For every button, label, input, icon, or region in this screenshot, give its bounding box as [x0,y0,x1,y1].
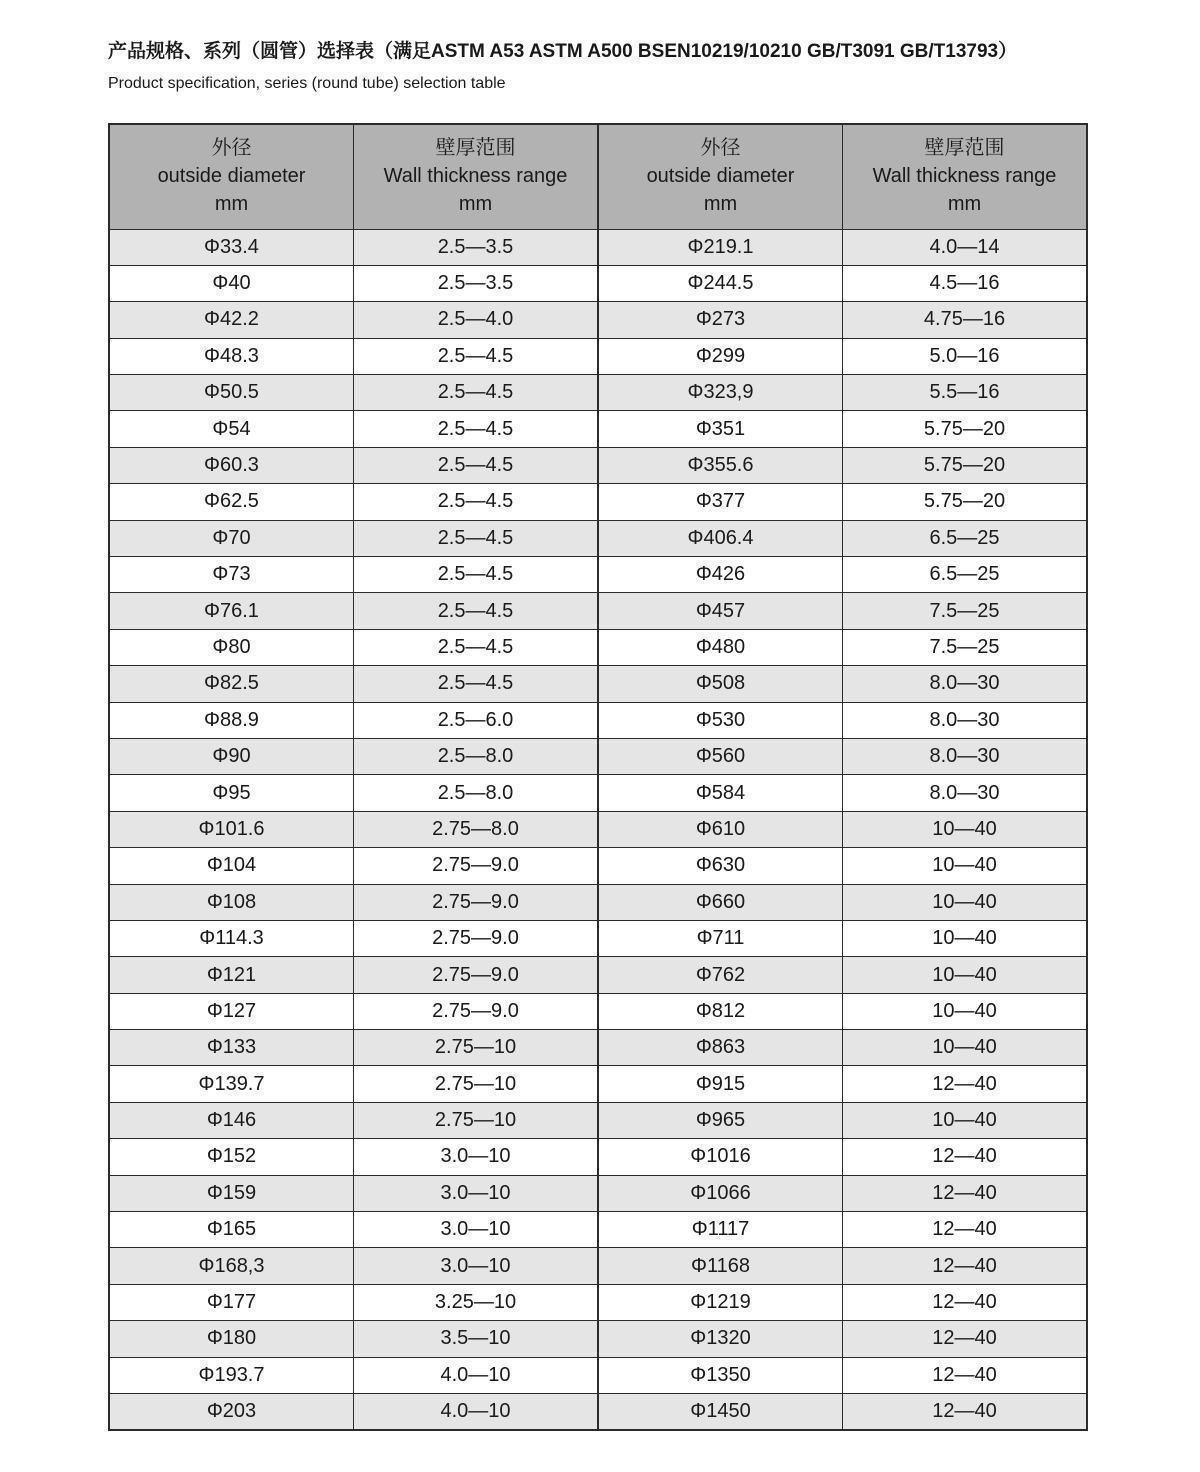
wall-thickness-cell: 4.5—16 [843,265,1088,301]
wall-thickness-cell: 12—40 [843,1139,1088,1175]
wall-thickness-cell: 2.5—4.5 [354,520,599,556]
table-row [109,629,1087,665]
wall-thickness-cell: 10—40 [843,884,1088,920]
table-row [109,484,1087,520]
spec-table [108,123,1088,1431]
table-row [109,411,1087,447]
outside-diameter-cell: Φ168,3 [109,1248,354,1284]
outside-diameter-cell: Φ762 [598,957,843,993]
header-label-unit: mm [703,192,738,215]
outside-diameter-cell: Φ1350 [598,1357,843,1393]
outside-diameter-cell: Φ42.2 [109,302,354,338]
outside-diameter-cell: Φ299 [598,338,843,374]
outside-diameter-cell: Φ62.5 [109,484,354,520]
table-row [109,811,1087,847]
wall-thickness-cell: 2.75—9.0 [354,884,599,920]
table-row [109,884,1087,920]
wall-thickness-cell: 2.5—3.5 [354,265,599,301]
outside-diameter-cell: Φ165 [109,1212,354,1248]
wall-thickness-cell: 2.5—8.0 [354,738,599,774]
table-row [109,229,1087,265]
wall-thickness-cell: 3.5—10 [354,1321,599,1357]
wall-thickness-cell: 12—40 [843,1066,1088,1102]
wall-thickness-cell: 12—40 [843,1284,1088,1320]
wall-thickness-cell: 5.5—16 [843,375,1088,411]
wall-thickness-cell: 10—40 [843,1102,1088,1138]
table-row [109,848,1087,884]
wall-thickness-cell: 2.75—9.0 [354,920,599,956]
page-subtitle: Product specification, series (round tube) selection table [108,75,506,92]
table-row [109,302,1087,338]
outside-diameter-cell: Φ180 [109,1321,354,1357]
wall-thickness-cell: 4.0—14 [843,229,1088,265]
header-label-en: Wall thickness range [872,164,1057,187]
wall-thickness-cell: 12—40 [843,1394,1088,1430]
wall-thickness-cell: 2.5—6.0 [354,702,599,738]
header-label-zh: 外径 [700,137,741,160]
table-row [109,1175,1087,1211]
header-wall-thickness-right [843,124,1088,229]
wall-thickness-cell: 2.5—8.0 [354,775,599,811]
outside-diameter-cell: Φ406.4 [598,520,843,556]
wall-thickness-cell: 2.75—10 [354,1066,599,1102]
outside-diameter-cell: Φ1168 [598,1248,843,1284]
table-header [109,124,1087,229]
outside-diameter-cell: Φ133 [109,1030,354,1066]
outside-diameter-cell: Φ193.7 [109,1357,354,1393]
table-row [109,557,1087,593]
outside-diameter-cell: Φ60.3 [109,447,354,483]
table-row [109,1066,1087,1102]
outside-diameter-cell: Φ88.9 [109,702,354,738]
header-label-unit: mm [458,192,493,215]
wall-thickness-cell: 8.0—30 [843,738,1088,774]
table-row [109,920,1087,956]
outside-diameter-cell: Φ323,9 [598,375,843,411]
table-row [109,1357,1087,1393]
outside-diameter-cell: Φ152 [109,1139,354,1175]
outside-diameter-cell: Φ159 [109,1175,354,1211]
wall-thickness-cell: 5.0—16 [843,338,1088,374]
table-row [109,702,1087,738]
wall-thickness-cell: 2.5—4.5 [354,557,599,593]
outside-diameter-cell: Φ121 [109,957,354,993]
outside-diameter-cell: Φ1450 [598,1394,843,1430]
table-row [109,1284,1087,1320]
header-wall-thickness-left [354,124,599,229]
outside-diameter-cell: Φ50.5 [109,375,354,411]
header-label-unit: mm [214,192,249,215]
outside-diameter-cell: Φ457 [598,593,843,629]
wall-thickness-cell: 3.25—10 [354,1284,599,1320]
header-label-zh: 壁厚范围 [435,137,516,160]
outside-diameter-cell: Φ104 [109,848,354,884]
outside-diameter-cell: Φ426 [598,557,843,593]
table-row [109,1102,1087,1138]
wall-thickness-cell: 2.75—10 [354,1030,599,1066]
page-title: 产品规格、系列（圆管）选择表（满足ASTM A53 ASTM A500 BSEN10219/10210 GB/T3091 GB/T13793） [108,41,1018,62]
outside-diameter-cell: Φ530 [598,702,843,738]
wall-thickness-cell: 10—40 [843,811,1088,847]
wall-thickness-cell: 12—40 [843,1175,1088,1211]
wall-thickness-cell: 2.75—9.0 [354,993,599,1029]
outside-diameter-cell: Φ76.1 [109,593,354,629]
header-outside-diameter-right [598,124,843,229]
wall-thickness-cell: 2.5—4.0 [354,302,599,338]
wall-thickness-cell: 6.5—25 [843,520,1088,556]
wall-thickness-cell: 8.0—30 [843,666,1088,702]
outside-diameter-cell: Φ508 [598,666,843,702]
outside-diameter-cell: Φ351 [598,411,843,447]
wall-thickness-cell: 12—40 [843,1248,1088,1284]
wall-thickness-cell: 10—40 [843,848,1088,884]
wall-thickness-cell: 7.5—25 [843,629,1088,665]
table-row [109,593,1087,629]
wall-thickness-cell: 12—40 [843,1321,1088,1357]
table-header-row [109,124,1087,229]
outside-diameter-cell: Φ273 [598,302,843,338]
wall-thickness-cell: 2.75—9.0 [354,957,599,993]
outside-diameter-cell: Φ95 [109,775,354,811]
header-label-en: outside diameter [157,164,306,187]
wall-thickness-cell: 2.75—10 [354,1102,599,1138]
wall-thickness-cell: 2.75—8.0 [354,811,599,847]
outside-diameter-cell: Φ863 [598,1030,843,1066]
wall-thickness-cell: 12—40 [843,1212,1088,1248]
outside-diameter-cell: Φ355.6 [598,447,843,483]
wall-thickness-cell: 3.0—10 [354,1248,599,1284]
outside-diameter-cell: Φ610 [598,811,843,847]
outside-diameter-cell: Φ1016 [598,1139,843,1175]
table-row [109,338,1087,374]
wall-thickness-cell: 2.5—3.5 [354,229,599,265]
wall-thickness-cell: 3.0—10 [354,1212,599,1248]
outside-diameter-cell: Φ1066 [598,1175,843,1211]
table-row [109,1030,1087,1066]
wall-thickness-cell: 8.0—30 [843,702,1088,738]
outside-diameter-cell: Φ114.3 [109,920,354,956]
outside-diameter-cell: Φ965 [598,1102,843,1138]
wall-thickness-cell: 2.5—4.5 [354,411,599,447]
outside-diameter-cell: Φ915 [598,1066,843,1102]
wall-thickness-cell: 2.5—4.5 [354,338,599,374]
wall-thickness-cell: 2.5—4.5 [354,375,599,411]
outside-diameter-cell: Φ40 [109,265,354,301]
wall-thickness-cell: 10—40 [843,993,1088,1029]
wall-thickness-cell: 12—40 [843,1357,1088,1393]
header-label-unit: mm [947,192,982,215]
table-row [109,957,1087,993]
outside-diameter-cell: Φ101.6 [109,811,354,847]
wall-thickness-cell: 3.0—10 [354,1139,599,1175]
wall-thickness-cell: 2.5—4.5 [354,447,599,483]
wall-thickness-cell: 7.5—25 [843,593,1088,629]
table-row [109,520,1087,556]
outside-diameter-cell: Φ1117 [598,1212,843,1248]
outside-diameter-cell: Φ127 [109,993,354,1029]
table-body [109,229,1087,1430]
outside-diameter-cell: Φ33.4 [109,229,354,265]
outside-diameter-cell: Φ82.5 [109,666,354,702]
wall-thickness-cell: 10—40 [843,957,1088,993]
wall-thickness-cell: 4.0—10 [354,1394,599,1430]
wall-thickness-cell: 2.5—4.5 [354,666,599,702]
wall-thickness-cell: 2.5—4.5 [354,629,599,665]
table-row [109,1139,1087,1175]
wall-thickness-cell: 5.75—20 [843,411,1088,447]
wall-thickness-cell: 5.75—20 [843,484,1088,520]
outside-diameter-cell: Φ70 [109,520,354,556]
header-label-zh: 壁厚范围 [924,137,1005,160]
wall-thickness-cell: 6.5—25 [843,557,1088,593]
header-label-en: outside diameter [646,164,795,187]
table-row [109,1394,1087,1430]
outside-diameter-cell: Φ244.5 [598,265,843,301]
table-row [109,993,1087,1029]
outside-diameter-cell: Φ177 [109,1284,354,1320]
table-row [109,1212,1087,1248]
header-label-en: Wall thickness range [383,164,568,187]
header-outside-diameter-left [109,124,354,229]
outside-diameter-cell: Φ711 [598,920,843,956]
outside-diameter-cell: Φ108 [109,884,354,920]
table-row [109,375,1087,411]
outside-diameter-cell: Φ1320 [598,1321,843,1357]
outside-diameter-cell: Φ377 [598,484,843,520]
outside-diameter-cell: Φ90 [109,738,354,774]
outside-diameter-cell: Φ73 [109,557,354,593]
table-row [109,1321,1087,1357]
outside-diameter-cell: Φ812 [598,993,843,1029]
table-row [109,447,1087,483]
outside-diameter-cell: Φ80 [109,629,354,665]
outside-diameter-cell: Φ1219 [598,1284,843,1320]
wall-thickness-cell: 10—40 [843,920,1088,956]
table-row [109,265,1087,301]
outside-diameter-cell: Φ139.7 [109,1066,354,1102]
outside-diameter-cell: Φ584 [598,775,843,811]
table-row [109,738,1087,774]
outside-diameter-cell: Φ560 [598,738,843,774]
wall-thickness-cell: 8.0—30 [843,775,1088,811]
outside-diameter-cell: Φ660 [598,884,843,920]
wall-thickness-cell: 10—40 [843,1030,1088,1066]
table-row [109,775,1087,811]
wall-thickness-cell: 2.5—4.5 [354,484,599,520]
wall-thickness-cell: 4.75—16 [843,302,1088,338]
wall-thickness-cell: 2.75—9.0 [354,848,599,884]
table-row [109,666,1087,702]
header-label-zh: 外径 [211,137,252,160]
outside-diameter-cell: Φ630 [598,848,843,884]
outside-diameter-cell: Φ146 [109,1102,354,1138]
wall-thickness-cell: 5.75—20 [843,447,1088,483]
table-row [109,1248,1087,1284]
wall-thickness-cell: 4.0—10 [354,1357,599,1393]
outside-diameter-cell: Φ219.1 [598,229,843,265]
outside-diameter-cell: Φ203 [109,1394,354,1430]
wall-thickness-cell: 3.0—10 [354,1175,599,1211]
outside-diameter-cell: Φ54 [109,411,354,447]
outside-diameter-cell: Φ48.3 [109,338,354,374]
outside-diameter-cell: Φ480 [598,629,843,665]
wall-thickness-cell: 2.5—4.5 [354,593,599,629]
